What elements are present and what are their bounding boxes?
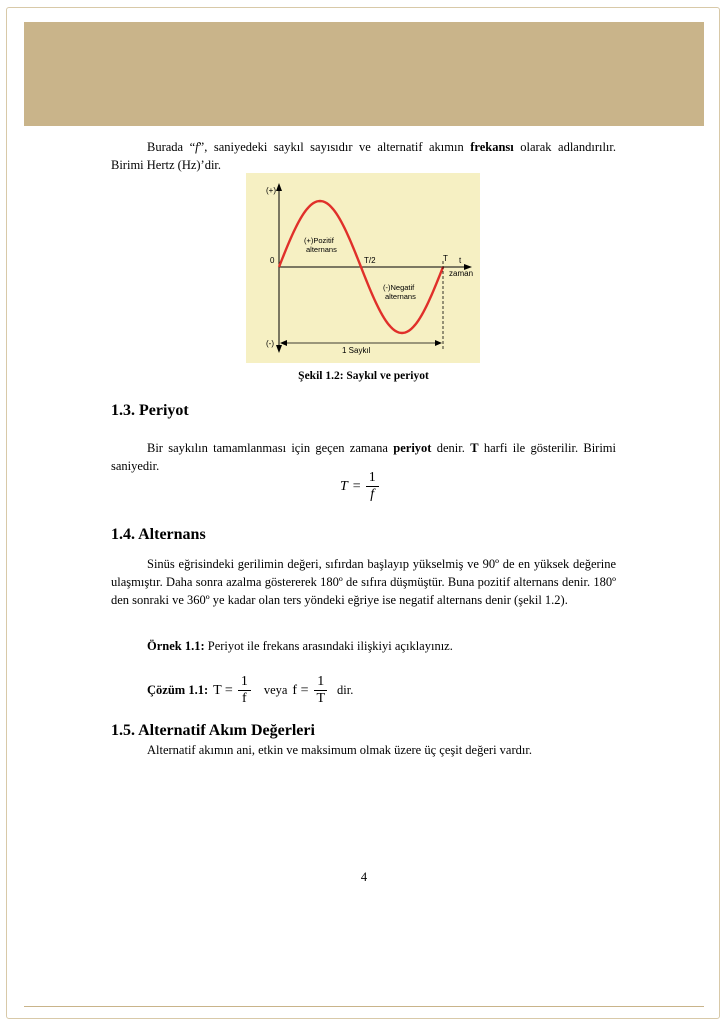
text: ”, saniyedeki saykıl sayısıdır ve alternatif akımın (198, 140, 471, 154)
cycle-label: 1 Saykıl (342, 346, 371, 355)
text: Periyot ile frekans arasındaki ilişkiyi açıklayınız. (204, 639, 453, 653)
formula-lhs: T (340, 478, 348, 494)
paragraph-example (111, 637, 616, 655)
solution-tail: dir. (337, 683, 354, 697)
heading-periyot: 1.3. Periyot (111, 402, 189, 419)
text: Burada “ (147, 140, 196, 154)
example-label: Örnek 1.1: (147, 639, 205, 653)
figure-caption: Şekil 1.2: Saykıl ve periyot (298, 370, 429, 382)
sine-wave-figure (246, 173, 480, 363)
solution-fraction-2 (313, 674, 328, 707)
bold-term-t: T (470, 441, 479, 455)
minus-label: (-) (266, 339, 274, 348)
solution-numerator-1: 1 (238, 674, 251, 691)
formula-fraction (366, 470, 379, 503)
solution-line (147, 674, 353, 707)
zero-label: 0 (270, 256, 275, 265)
arrow-down-icon (276, 345, 282, 353)
solution-denominator-2: T (316, 691, 326, 706)
heading-alternans: 1.4. Alternans (111, 526, 206, 543)
heading-ac-values: 1.5. Alternatif Akım Değerleri (111, 722, 315, 739)
formula-equals: = (352, 478, 361, 494)
paragraph-ac-values: Alternatif akımın ani, etkin ve maksimum olmak üzere üç çeşit değeri vardır. (147, 743, 532, 757)
solution-lhs-2: f = (292, 682, 309, 698)
text: Bir saykılın tamamlanması için geçen zamana (147, 441, 394, 455)
page-number: 4 (360, 870, 368, 884)
text: denir. (431, 441, 471, 455)
period-formula (340, 470, 379, 503)
negative-alternans-label-1: (-)Negatif (383, 283, 415, 292)
solution-fraction-1 (238, 674, 251, 707)
period-label: T (443, 254, 448, 263)
plus-label: (+) (266, 186, 276, 195)
f-symbol: f (195, 140, 199, 154)
positive-alternans-label-2: alternans (306, 245, 337, 254)
solution-lhs-1: T = (213, 682, 233, 698)
formula-denominator: f (370, 487, 375, 502)
half-period-label: T/2 (364, 256, 376, 265)
formula-numerator: 1 (366, 470, 379, 487)
solution-numerator-2: 1 (314, 674, 327, 691)
paragraph-alternans: Sinüs eğrisindeki gerilimin değeri, sıfırdan başlayıp yükselmiş ve 90º de en yüksek değerine ulaşmıştır. Daha sonra azalma göstererek 180º de sıfıra düşmüştür. Buna pozitif alternans denir. 180º den sonraki ve 360º ye kadar olan ters yöndeki eğriye ise negatif alternans denir (şekil 1.2). (111, 557, 616, 607)
footer-line (24, 1006, 704, 1007)
time-label: t (459, 256, 462, 265)
text: olarak adlandırılır. Birimi Hertz (Hz)’dir. (111, 140, 616, 172)
positive-alternans-label-1: (+)Pozitif (304, 236, 334, 245)
arrow-up-icon (276, 183, 282, 191)
bold-term-frequency: frekansı (470, 140, 514, 154)
paragraph-frequency (111, 138, 616, 174)
solution-label: Çözüm 1.1: (147, 683, 209, 697)
text: harfi ile gösterilir. Birimi saniyedir. (111, 441, 617, 473)
solution-veya: veya (263, 683, 288, 697)
bold-term-period: periyot (393, 441, 432, 455)
zaman-label: zaman (449, 269, 474, 278)
negative-alternans-label-2: alternans (385, 292, 416, 301)
header-band (24, 22, 704, 126)
arrow-right-icon (435, 340, 442, 346)
solution-denominator-1: f (241, 691, 247, 706)
